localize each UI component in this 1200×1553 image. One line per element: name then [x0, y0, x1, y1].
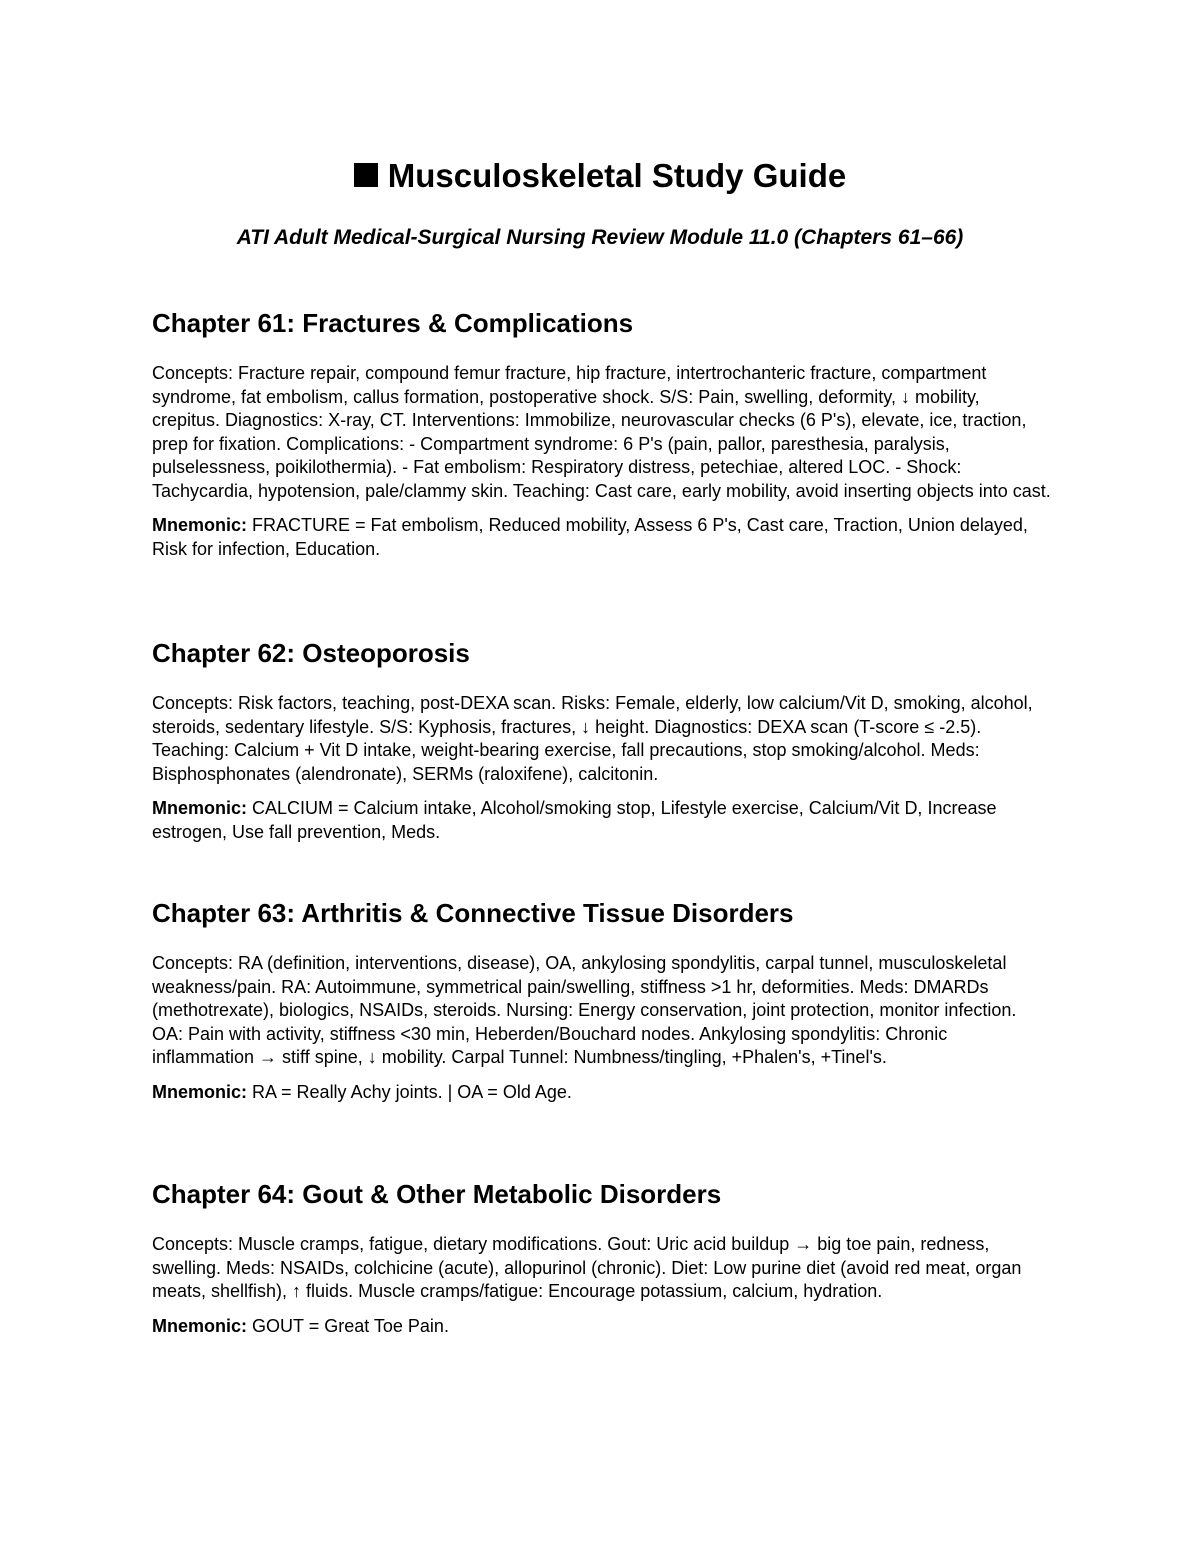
chapter-mnemonic	[152, 1315, 1052, 1339]
mnemonic-text: CALCIUM = Calcium intake, Alcohol/smoking stop, Lifestyle exercise, Calcium/Vit D, Increase estrogen, Use fall prevention, Meds.	[152, 798, 997, 842]
chapter-concepts: Concepts: Muscle cramps, fatigue, dietary modifications. Gout: Uric acid buildup → big toe pain, redness, swelling. Meds: NSAIDs, colchicine (acute), allopurinol (chronic). Diet: Low purine diet (avoid red meat, organ meats, shellfish), ↑ fluids. Muscle cramps/fatigue: Encourage potassium, calcium, hydration.	[152, 1234, 1022, 1301]
chapter-heading: Chapter 63: Arthritis & Connective Tissue Disorders	[152, 898, 794, 928]
mnemonic-text: RA = Really Achy joints. | OA = Old Age.	[247, 1081, 572, 1102]
chapter-mnemonic	[152, 514, 1052, 561]
chapter-63-section	[152, 896, 1052, 1104]
chapter-mnemonic	[152, 797, 1052, 844]
page-title	[0, 150, 1200, 202]
mnemonic-label: Mnemonic:	[152, 1315, 248, 1336]
chapter-62-section	[152, 636, 1052, 844]
chapter-heading: Chapter 64: Gout & Other Metabolic Disorders	[152, 1179, 722, 1209]
chapter-mnemonic	[152, 1081, 1052, 1105]
chapter-heading: Chapter 62: Osteoporosis	[152, 638, 470, 668]
black-square-icon	[354, 163, 378, 187]
chapter-heading: Chapter 61: Fractures & Complications	[152, 308, 634, 338]
mnemonic-label: Mnemonic:	[152, 515, 248, 535]
document-page	[152, 150, 1052, 1336]
page-subtitle: ATI Adult Medical-Surgical Nursing Review Module 11.0 (Chapters 61–66)	[236, 226, 964, 249]
chapter-concepts: Concepts: Risk factors, teaching, post-DEXA scan. Risks: Female, elderly, low calcium/Vit D, smoking, alcohol, steroids, sedentary lifestyle. S/S: Kyphosis, fractures, ↓ height. Diagnostics: DEXA scan (T-score ≤ -2.5). Teaching: Calcium + Vit D intake, weight-bearing exercise, fall precautions, stop smoking/alcohol. Meds: Bisphosphonates (alendronate), SERMs (raloxifene), calcitonin.	[152, 693, 1033, 784]
mnemonic-text: FRACTURE = Fat embolism, Reduced mobility, Assess 6 P's, Cast care, Traction, Union delayed, Risk for infection, Education.	[152, 515, 1028, 559]
chapter-64-section	[152, 1177, 1052, 1338]
mnemonic-label: Mnemonic:	[152, 1081, 248, 1102]
mnemonic-label: Mnemonic:	[152, 798, 248, 818]
chapter-concepts: Concepts: RA (definition, interventions, disease), OA, ankylosing spondylitis, carpal tunnel, musculoskeletal weakness/pain. RA: Autoimmune, symmetrical pain/swelling, stiffness >1 hr, deformities. Meds: DMARDs (methotrexate), biologics, NSAIDs, steroids. Nursing: Energy conservation, joint protection, monitor infection. OA: Pain with activity, stiffness <30 min, Heberden/Bouchard nodes. Ankylosing spondylitis: Chronic inflammation → stiff spine, ↓ mobility. Carpal Tunnel: Numbness/tingling, +Phalen's, +Tinel's.	[152, 953, 1017, 1067]
chapter-concepts: Concepts: Fracture repair, compound femur fracture, hip fracture, intertrochanteric fracture, compartment syndrome, fat embolism, callus formation, postoperative shock. S/S: Pain, swelling, deformity, ↓ mobility, crepitus. Diagnostics: X-ray, CT. Interventions: Immobilize, neurovascular checks (6 P's), elevate, ice, traction, prep for fixation. Complications: - Compartment syndrome: 6 P's (pain, pallor, paresthesia, paralysis, pulselessness, poikilothermia). - Fat embolism: Respiratory distress, petechiae, altered LOC. - Shock: Tachycardia, hypotension, pale/clammy skin. Teaching: Cast care, early mobility, avoid inserting objects into cast.	[152, 363, 1051, 501]
mnemonic-text: GOUT = Great Toe Pain.	[247, 1315, 449, 1336]
chapter-61-section	[152, 306, 1052, 561]
page-title-text: Musculoskeletal Study Guide	[387, 157, 847, 194]
